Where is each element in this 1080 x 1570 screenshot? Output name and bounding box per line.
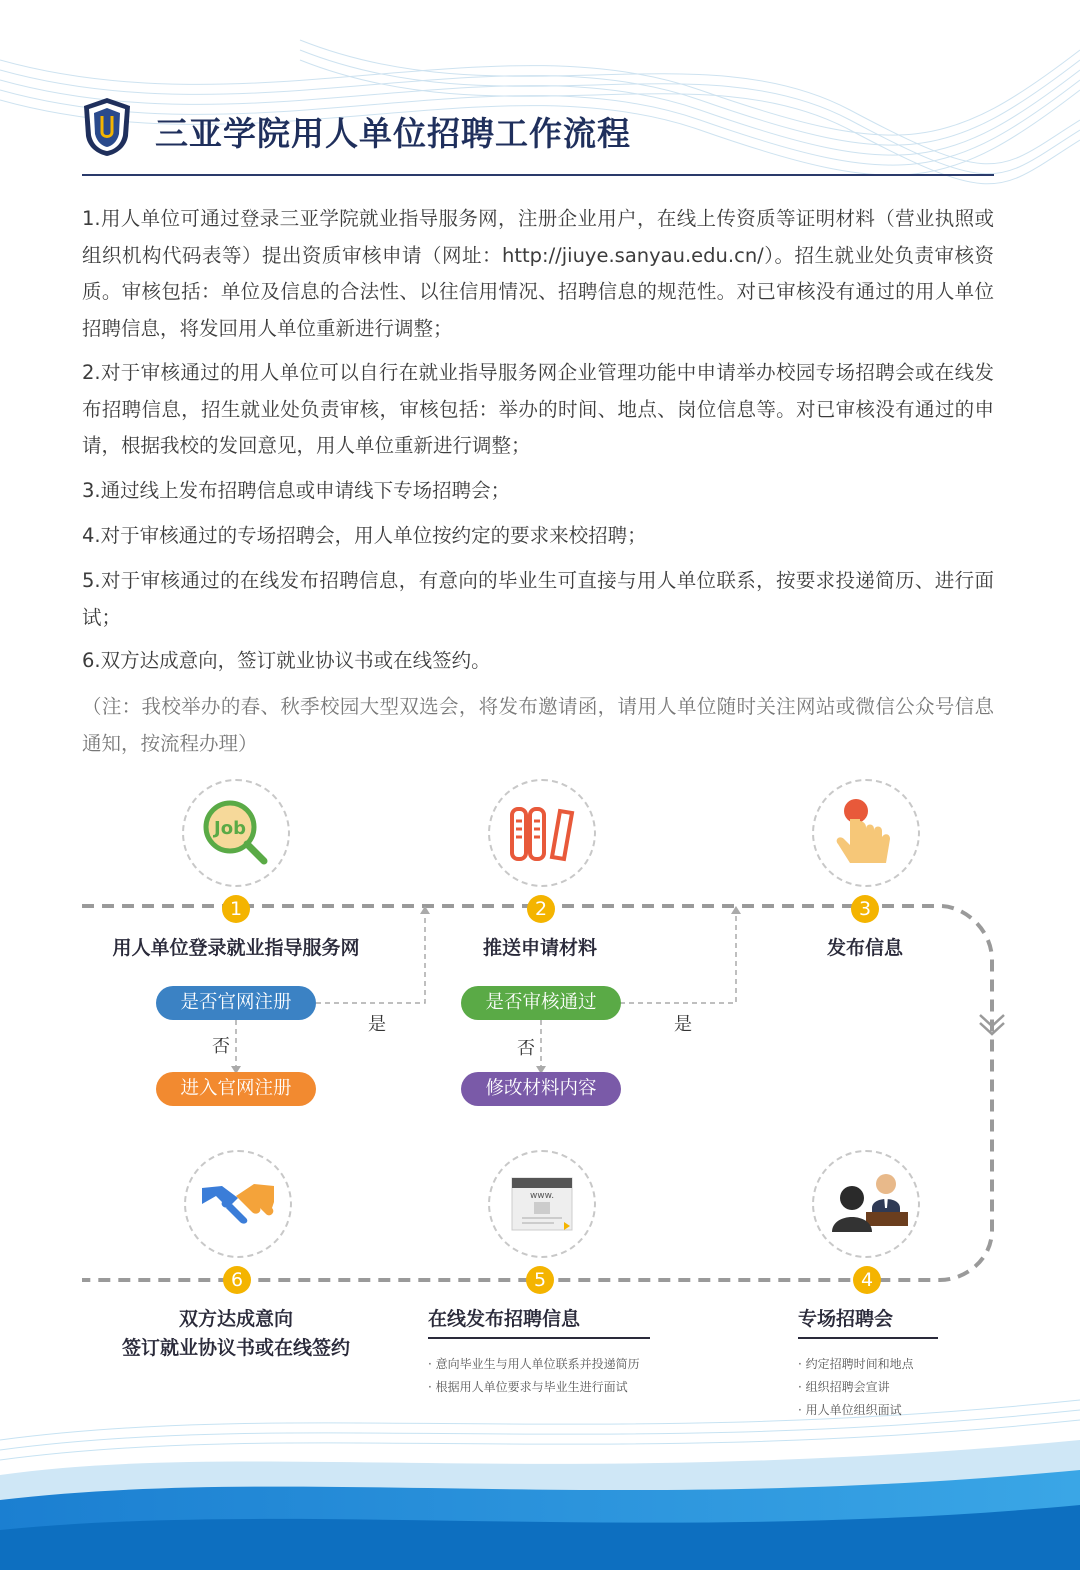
step-5-bullet-2: · 根据用人单位要求与毕业生进行面试: [428, 1380, 628, 1394]
step-5-label: 在线发布招聘信息: [428, 1308, 581, 1330]
step-4-label: 专场招聘会: [798, 1308, 894, 1330]
decision-2-pill: 是否审核通过: [461, 986, 621, 1020]
step-3-icon-circle: [812, 779, 920, 887]
title-divider: [82, 174, 994, 176]
documents-icon: [490, 781, 594, 885]
paragraph-4: 4.对于审核通过的专场招聘会，用人单位按约定的要求来校招聘；: [82, 524, 647, 547]
job-magnifier-icon: [184, 781, 288, 885]
paragraph-2: 2.对于审核通过的用人单位可以自行在就业指导服务网企业管理功能中申请举办校园专场招聘会或在线发布招聘信息，招生就业处负责审核，审核包括：举办的时间、地点、岗位信息等。对已审核没有通过的申请，根据我校的发回意见，用人单位重新进行调整；: [82, 361, 994, 457]
handshake-icon: [186, 1152, 290, 1256]
note-text: （注：我校举办的春、秋季校园大型双选会，将发布邀请函，请用人单位随时关注网站或微信公众号信息通知，按流程办理）: [82, 695, 994, 755]
paragraph-3: 3.通过线上发布招聘信息或申请线下专场招聘会；: [82, 479, 511, 502]
step-1-badge: 1: [222, 895, 250, 923]
university-logo: [80, 96, 134, 158]
decision-1-yes-label: 是: [368, 1014, 386, 1035]
webpage-icon: [490, 1152, 594, 1256]
step-6-label-line2: 签订就业协议书或在线签约: [121, 1337, 350, 1359]
step-3-badge: 3: [851, 895, 879, 923]
paragraph-6: 6.双方达成意向，签订就业协议书或在线签约。: [82, 649, 491, 672]
decision-2-yes-label: 是: [674, 1014, 692, 1035]
paragraph-5: 5.对于审核通过的在线发布招聘信息，有意向的毕业生可直接与用人单位联系，按要求投递简历、进行面试；: [82, 569, 994, 629]
step-1-icon-circle: [182, 779, 290, 887]
step-4-icon-circle: [812, 1150, 920, 1258]
step-5-bullet-1: · 意向毕业生与用人单位联系并投递简历: [428, 1357, 640, 1371]
decision-2-no-label: 否: [517, 1038, 535, 1059]
step-5-badge: 5: [526, 1266, 554, 1294]
paragraph-1: 1.用人单位可通过登录三亚学院就业指导服务网，注册企业用户，在线上传资质等证明材料（营业执照或组织机构代码表等）提出资质审核申请（网址：http://jiuye.sanyau.edu.cn/）。招生就业处负责审核资质。审核包括：单位及信息的合法性、以往信用情况、招聘信息的规范性。对已审核没有通过的用人单位招聘信息，将发回用人单位重新进行调整；: [82, 207, 994, 340]
svg-text:Job: Job: [214, 818, 246, 839]
svg-text:www.: www.: [529, 1191, 555, 1201]
interview-icon: [814, 1152, 918, 1256]
step-5-icon-circle: [488, 1150, 596, 1258]
footer-wave-decoration: [0, 1380, 1080, 1570]
step-4-badge: 4: [853, 1266, 881, 1294]
step-2-icon-circle: [488, 779, 596, 887]
step-6-icon-circle: [184, 1150, 292, 1258]
step-2-badge: 2: [527, 895, 555, 923]
step-2-label: 推送申请材料: [482, 937, 597, 959]
step-3-label: 发布信息: [826, 937, 903, 959]
step-4-bullet-1: · 约定招聘时间和地点: [798, 1357, 914, 1371]
decision-1-pill: 是否官网注册: [156, 986, 316, 1020]
step-5-underline: [428, 1337, 650, 1339]
step-4-underline: [798, 1337, 938, 1339]
pointing-hand-icon: [814, 781, 918, 885]
step-4-bullet-2: · 组织招聘会宣讲: [798, 1380, 890, 1394]
step-4-bullet-3: · 用人单位组织面试: [798, 1403, 902, 1417]
decision-1-action-pill: 进入官网注册: [156, 1072, 316, 1106]
decision-1-no-label: 否: [212, 1036, 230, 1057]
page-title: 三亚学院用人单位招聘工作流程: [155, 114, 631, 153]
decision-2-action-pill: 修改材料内容: [461, 1072, 621, 1106]
step-6-badge: 6: [223, 1266, 251, 1294]
step-6-label-line1: 双方达成意向: [178, 1308, 293, 1330]
step-1-label: 用人单位登录就业指导服务网: [112, 937, 360, 959]
